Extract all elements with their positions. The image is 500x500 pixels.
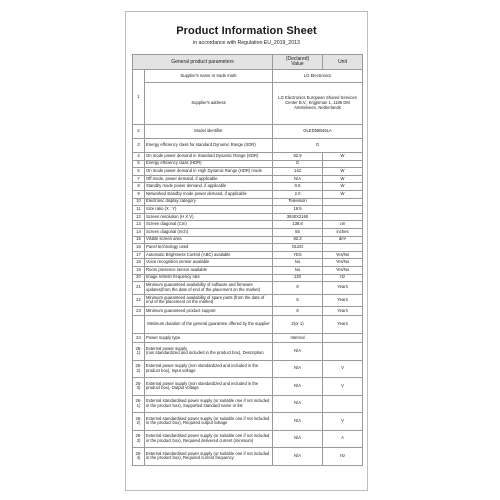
- row-number: 15: [133, 236, 145, 244]
- row-unit: Yes/No: [323, 251, 363, 259]
- row-unit: Years: [323, 282, 363, 295]
- table-row: [133, 228, 363, 236]
- row-label: Model identifier: [145, 125, 273, 139]
- row-value: LG Electronics: [273, 70, 363, 83]
- row-label: Minimum guaranteed product support: [145, 307, 273, 316]
- table-row: [133, 168, 363, 176]
- row-number: 17: [133, 251, 145, 259]
- row-number: 5: [133, 160, 145, 168]
- row-unit: [323, 206, 363, 214]
- row-number: 12: [133, 213, 145, 221]
- row-number: 23: [133, 307, 145, 316]
- row-number: 25-3): [133, 378, 145, 396]
- row-value: G: [273, 139, 363, 153]
- row-unit: Years: [323, 307, 363, 316]
- row-unit: Years: [323, 294, 363, 307]
- row-label: Panel technology used: [145, 244, 273, 252]
- table-row: [133, 360, 363, 378]
- row-label: External standardised power supply (or suitable one if not included in the product box), Required current frequency: [145, 448, 273, 466]
- row-value: 2.0: [273, 190, 323, 198]
- header-parameters: General product parameters: [133, 55, 273, 70]
- table-row: [133, 244, 363, 252]
- row-unit: [323, 334, 363, 343]
- row-label: Minimum guaranteed availability of software and firmware updates(from the date of end of the placement on the market): [145, 282, 273, 295]
- row-number: 21: [133, 282, 145, 295]
- row-label: On mode power demand in High Dynamic Range (HDR) mode: [145, 168, 273, 176]
- row-number: 22: [133, 294, 145, 307]
- row-value: N/A: [273, 448, 323, 466]
- row-value: 0.5: [273, 183, 323, 191]
- row-value: N/A: [273, 395, 323, 413]
- row-value: N/A: [273, 175, 323, 183]
- row-number: 18: [133, 259, 145, 267]
- row-value: 8: [273, 307, 323, 316]
- row-unit: V: [323, 360, 363, 378]
- row-unit: Hz: [323, 274, 363, 282]
- row-value: Television: [273, 198, 323, 206]
- row-unit: V: [323, 413, 363, 431]
- table-row: [133, 198, 363, 206]
- row-unit: Years: [323, 316, 363, 334]
- row-number: 26-3): [133, 430, 145, 448]
- row-value: G: [273, 160, 323, 168]
- row-label: External standardised power supply (or suitable one if not included in the product box), Required delivered current (minimum): [145, 430, 273, 448]
- row-number: 11: [133, 206, 145, 214]
- row-value: Internal: [273, 334, 323, 343]
- row-unit: [323, 213, 363, 221]
- row-label: Voice recognition sensor available: [145, 259, 273, 267]
- row-unit: Hz: [323, 448, 363, 466]
- table-row: [133, 413, 363, 431]
- row-value: 142: [273, 168, 323, 176]
- row-number: 3: [133, 139, 145, 153]
- row-number: 7: [133, 175, 145, 183]
- row-label: Minimum duration of the general guarantee offered by the supplier: [145, 316, 273, 334]
- row-label: Off mode, power demand, if applicable: [145, 175, 273, 183]
- row-label: Room presence sensor available: [145, 266, 273, 274]
- row-label: Size ratio (X : Y): [145, 206, 273, 214]
- table-row: [133, 160, 363, 168]
- row-label: Automatic Brightness Control (ABC) available: [145, 251, 273, 259]
- table-row: [133, 282, 363, 295]
- row-unit: A: [323, 430, 363, 448]
- row-value: 82.3: [273, 236, 323, 244]
- table-row: [133, 153, 363, 161]
- row-value: 8: [273, 282, 323, 295]
- row-value: YES: [273, 251, 323, 259]
- row-unit: dm²: [323, 236, 363, 244]
- table-row: [133, 343, 363, 361]
- row-value: OLED55B46LA: [273, 125, 363, 139]
- row-label: Energy efficiency class for standard Dynamic Range (SDR): [145, 139, 273, 153]
- row-number: 2: [133, 125, 145, 139]
- row-label: Supplier's name or trade mark: [145, 70, 273, 83]
- row-value: 138.8: [273, 221, 323, 229]
- row-unit: Yes/No: [323, 266, 363, 274]
- table-row: [133, 175, 363, 183]
- row-unit: [323, 343, 363, 361]
- header-value: (Declared) Value: [273, 55, 323, 70]
- row-unit: V: [323, 378, 363, 396]
- row-value: 120: [273, 274, 323, 282]
- table-row: [133, 213, 363, 221]
- row-value: 82.9: [273, 153, 323, 161]
- row-number: [133, 316, 145, 334]
- table-row: [133, 307, 363, 316]
- row-unit: W: [323, 190, 363, 198]
- row-label: Screen resolution (H X V): [145, 213, 273, 221]
- row-label: Power supply type: [145, 334, 273, 343]
- row-unit: Yes/No: [323, 259, 363, 267]
- row-value: No: [273, 266, 323, 274]
- page-subtitle: in accordance with Regulation EU_2019_2013: [193, 40, 300, 46]
- row-value: N/A: [273, 360, 323, 378]
- row-unit: [323, 160, 363, 168]
- row-number: 14: [133, 228, 145, 236]
- row-value: N/A: [273, 413, 323, 431]
- table-row: [133, 378, 363, 396]
- row-number: 6: [133, 168, 145, 176]
- row-unit: [323, 198, 363, 206]
- row-label: Screen diagonal (Cm): [145, 221, 273, 229]
- header-unit: Unit: [323, 55, 363, 70]
- row-label: Visible screen area: [145, 236, 273, 244]
- row-value: 55: [273, 228, 323, 236]
- table-row: [133, 190, 363, 198]
- product-information-sheet: [125, 11, 368, 491]
- model-row: [133, 125, 363, 139]
- table-header-row: [133, 55, 363, 70]
- row-number: 10: [133, 198, 145, 206]
- table-row: [133, 316, 363, 334]
- row-number: 1: [133, 70, 145, 125]
- row-label: External power supply (non standardized and included in the product box), Output voltage: [145, 378, 273, 396]
- table-row: [133, 221, 363, 229]
- row-label: Networked standby mode power demand, if applicable: [145, 190, 273, 198]
- row-value: LG Electronics European Shared Services Center B.V., Krijgsman 1, 1186 DM Amstelveen, Netherlands: [273, 83, 363, 125]
- row-unit: W: [323, 183, 363, 191]
- row-unit: [323, 244, 363, 252]
- row-number: 20: [133, 274, 145, 282]
- row-value: 3840X2160: [273, 213, 323, 221]
- row-unit: cm: [323, 221, 363, 229]
- row-label: Electronic display category: [145, 198, 273, 206]
- table-row: [133, 274, 363, 282]
- row-value: 16:9: [273, 206, 323, 214]
- row-label: External power supply (non standardized and included in the product box), Input voltage: [145, 360, 273, 378]
- table-row: [133, 251, 363, 259]
- row-number: 24: [133, 334, 145, 343]
- row-number: 26-2): [133, 413, 145, 431]
- row-number: 19: [133, 266, 145, 274]
- table-row: [133, 206, 363, 214]
- energy-class-sdr-row: [133, 139, 363, 153]
- row-number: 4: [133, 153, 145, 161]
- table-row: [133, 334, 363, 343]
- row-unit: [323, 395, 363, 413]
- row-label: On mode power demand in Standard Dynamic Range (SDR): [145, 153, 273, 161]
- page-title: Product Information Sheet: [176, 25, 317, 37]
- row-unit: W: [323, 175, 363, 183]
- row-value: N/A: [273, 378, 323, 396]
- row-value: No: [273, 259, 323, 267]
- row-value: N/A: [273, 430, 323, 448]
- row-number: 9: [133, 190, 145, 198]
- row-label: Standby mode power demand, if applicable: [145, 183, 273, 191]
- parameters-table: [132, 54, 363, 466]
- table-row: [133, 266, 363, 274]
- row-number: 8: [133, 183, 145, 191]
- table-row: [133, 448, 363, 466]
- row-value: 2(or 1): [273, 316, 323, 334]
- row-unit: inches: [323, 228, 363, 236]
- table-row: [133, 259, 363, 267]
- row-label: External standardised power supply (or suitable one if not included in the product box), Supported standard name or list: [145, 395, 273, 413]
- row-value: OLED: [273, 244, 323, 252]
- row-number: 26-1): [133, 395, 145, 413]
- row-number: 13: [133, 221, 145, 229]
- row-label: Energy efficiency class (HDR): [145, 160, 273, 168]
- row-number: 16: [133, 244, 145, 252]
- row-number: 26-4): [133, 448, 145, 466]
- row-label: External power supply (non standardized and included in the product box), Description: [145, 343, 273, 361]
- row-label: External standardised power supply (or suitable one if not included in the product box), Required output voltage: [145, 413, 273, 431]
- row-label: Screen diagonal (Inch): [145, 228, 273, 236]
- table-row: [133, 236, 363, 244]
- row-label: Image refresh frequency rate: [145, 274, 273, 282]
- row-number: 25-1): [133, 343, 145, 361]
- row-label: Minimum guaranteed availability of spare parts (from the date of end of the placement on the market): [145, 294, 273, 307]
- row-label: Supplier's address: [145, 83, 273, 125]
- table-row: [133, 430, 363, 448]
- table-row: [133, 183, 363, 191]
- row-number: 25-2): [133, 360, 145, 378]
- supplier-name-row: [133, 70, 363, 83]
- row-value: 8: [273, 294, 323, 307]
- supplier-address-row: [133, 83, 363, 125]
- row-unit: W: [323, 168, 363, 176]
- table-row: [133, 395, 363, 413]
- row-unit: W: [323, 153, 363, 161]
- table-row: [133, 294, 363, 307]
- row-value: N/A: [273, 343, 323, 361]
